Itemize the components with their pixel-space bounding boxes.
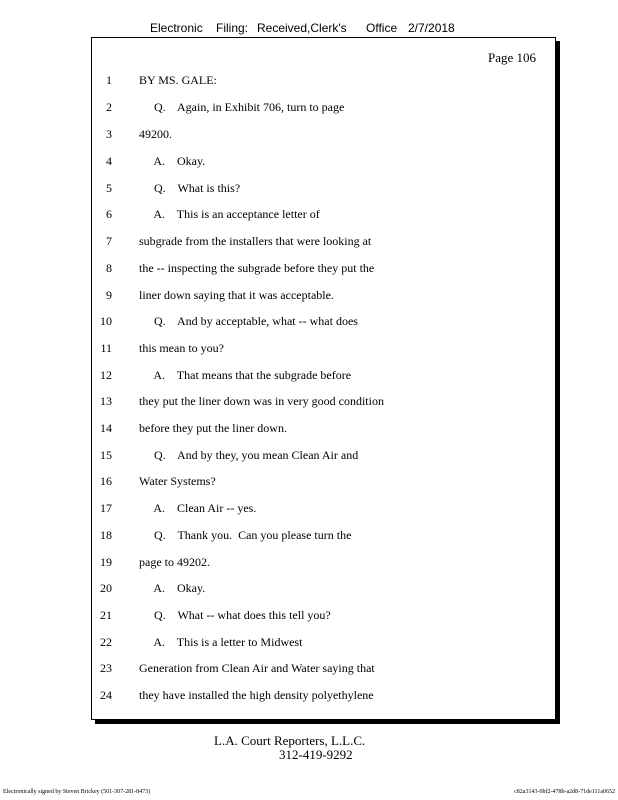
transcript-line [0,473,618,489]
filing-stamp-word: Received,Clerk's [257,21,347,35]
line-text: page to 49202. [139,555,210,569]
line-number: 1 [106,73,112,87]
line-text: this mean to you? [139,341,224,355]
line-number: 2 [106,100,112,114]
transcript-line [0,313,618,329]
line-text: Q. What -- what does this tell you? [139,608,331,622]
line-text: A. Okay. [139,154,206,168]
transcript-line [0,500,618,516]
transcript-line [0,660,618,676]
transcript-line [0,233,618,249]
line-text: A. This is a letter to Midwest [139,635,303,649]
line-number: 22 [100,635,112,649]
line-number: 19 [100,555,112,569]
line-number: 18 [100,528,112,542]
court-reporter-phone: 312-419-9292 [279,747,353,762]
line-text: 49200. [139,127,172,141]
line-text: before they put the liner down. [139,421,287,435]
transcript-line [0,153,618,169]
line-text: A. This is an acceptance letter of [139,207,320,221]
line-text: the -- inspecting the subgrade before they put the [139,261,375,275]
transcript-line [0,554,618,570]
filing-stamp-word: Electronic [150,21,203,35]
transcript-line [0,72,618,88]
line-text: they have installed the high density polyethylene [139,688,374,702]
line-number: 6 [106,207,112,221]
line-number: 12 [100,368,112,382]
line-number: 21 [100,608,112,622]
line-number: 4 [106,154,112,168]
line-number: 16 [100,474,112,488]
filing-stamp-word: Office [366,21,398,35]
transcript-line [0,367,618,383]
line-number: 8 [106,261,112,275]
line-number: 24 [100,688,112,702]
transcript-line [0,634,618,650]
line-text: Q. Thank you. Can you please turn the [139,528,352,542]
transcript-line [0,287,618,303]
line-text: Q. What is this? [139,181,241,195]
transcript-line [0,580,618,596]
line-text: A. Okay. [139,581,206,595]
filing-stamp-word: Filing: [216,21,249,35]
transcript-line [0,527,618,543]
transcript-line [0,180,618,196]
line-number: 23 [100,661,112,675]
line-number: 15 [100,448,112,462]
line-number: 13 [100,394,112,408]
line-text: Water Systems? [139,474,216,488]
page-number: Page 106 [487,50,536,65]
line-text: Generation from Clean Air and Water saying that [139,661,375,675]
line-number: 9 [106,288,112,302]
line-number: 17 [100,501,112,515]
electronic-signature: Electronically signed by Steven Brickey (501-307-281-8473) [3,789,151,795]
court-reporter-name: L.A. Court Reporters, L.L.C. [214,733,366,748]
line-number: 7 [106,234,112,248]
line-text: Q. And by they, you mean Clean Air and [139,448,359,462]
transcript-line [0,126,618,142]
line-text: A. That means that the subgrade before [139,368,352,382]
transcript-line [0,607,618,623]
line-number: 20 [100,581,112,595]
line-number: 14 [100,421,112,435]
line-text: Q. And by acceptable, what -- what does [139,314,358,328]
document-hash: c82a3143-0bf2-478b-a2d8-71de111a0652 [514,789,615,795]
transcript-line [0,260,618,276]
transcript-line [0,99,618,115]
line-text: BY MS. GALE: [139,73,217,87]
line-number: 3 [106,127,112,141]
filing-stamp-header [0,20,618,36]
transcript-line [0,340,618,356]
filing-stamp-date: 2/7/2018 [408,21,455,35]
transcript-line [0,206,618,222]
line-number: 5 [106,181,112,195]
transcript-line [0,420,618,436]
line-text: they put the liner down was in very good condition [139,394,384,408]
line-text: Q. Again, in Exhibit 706, turn to page [139,100,345,114]
transcript-line [0,447,618,463]
line-text: A. Clean Air -- yes. [139,501,257,515]
line-text: liner down saying that it was acceptable. [139,288,334,302]
transcript-line [0,687,618,703]
transcript-line [0,393,618,409]
line-text: subgrade from the installers that were looking at [139,234,372,248]
line-number: 10 [100,314,112,328]
line-number: 11 [100,341,112,355]
